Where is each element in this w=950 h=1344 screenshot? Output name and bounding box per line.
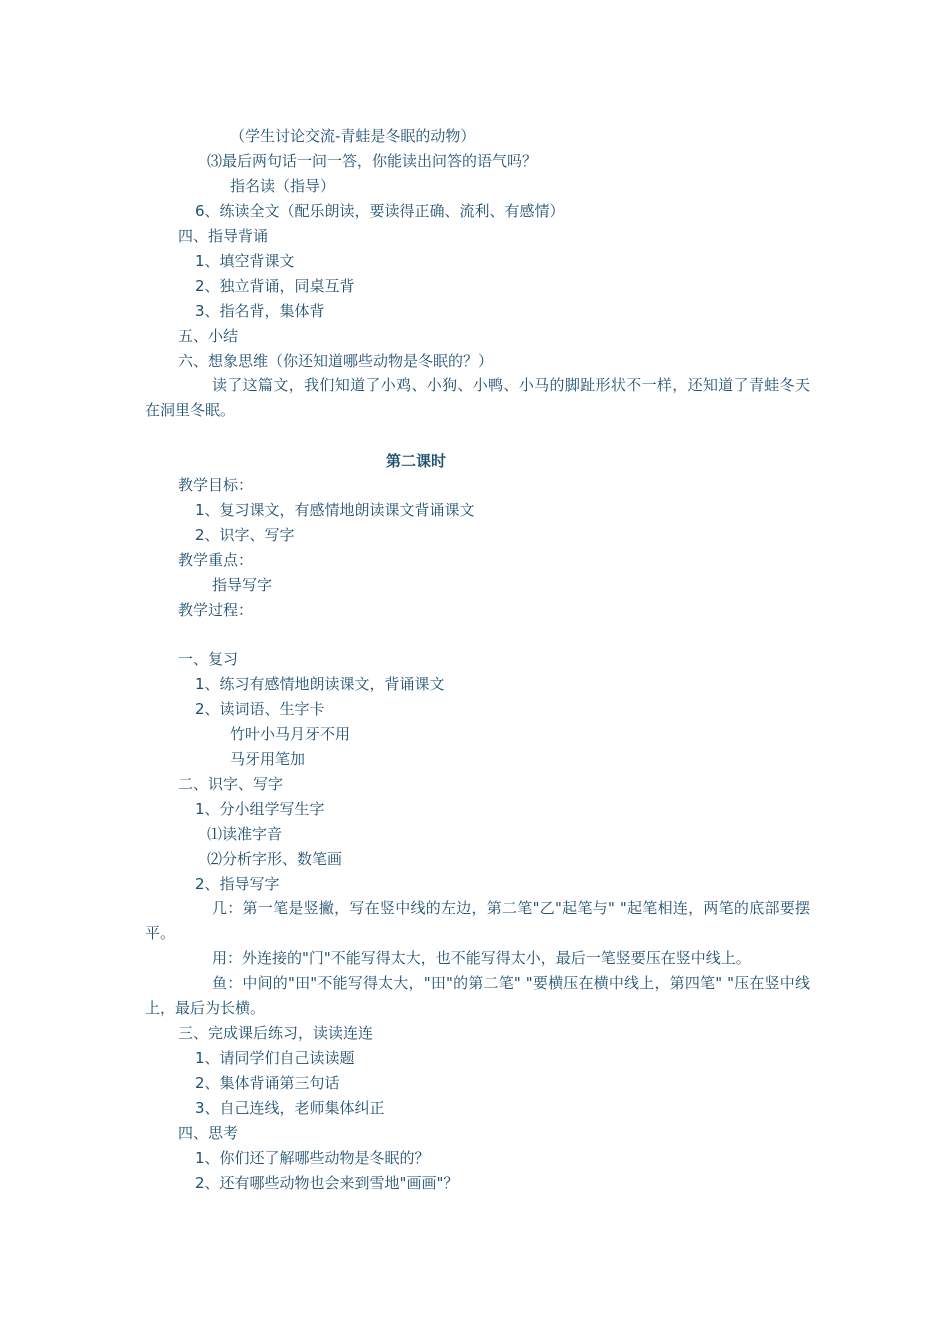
lesson-heading: 第二课时 bbox=[385, 452, 446, 470]
list-item: 3、自己连线，老师集体纠正 bbox=[195, 1099, 385, 1117]
word-list: 马牙用笔加 bbox=[230, 750, 306, 768]
word-list: 竹叶小马月牙不用 bbox=[230, 725, 351, 743]
read-guidance-line: 指名读（指导） bbox=[230, 177, 336, 195]
list-item: 1、你们还了解哪些动物是冬眠的？ bbox=[195, 1149, 430, 1167]
list-item: 1、请同学们自己读读题 bbox=[195, 1049, 355, 1067]
focus-label: 教学重点： bbox=[178, 551, 254, 569]
sub-item: ⑴读准字音 bbox=[207, 825, 283, 843]
goals-label: 教学目标： bbox=[178, 476, 254, 494]
section-4-heading: 四、指导背诵 bbox=[178, 227, 269, 245]
section-3-heading: 三、完成课后练习，读读连连 bbox=[178, 1024, 374, 1042]
list-item: 2、识字、写字 bbox=[195, 526, 295, 544]
list-item: 1、练习有感情地朗读课文，背诵课文 bbox=[195, 675, 445, 693]
list-item: 2、独立背诵，同桌互背 bbox=[195, 277, 355, 295]
section-1-heading: 一、复习 bbox=[178, 650, 239, 668]
process-label: 教学过程： bbox=[178, 601, 254, 619]
list-item: 2、还有哪些动物也会来到雪地"画画"？ bbox=[195, 1174, 459, 1192]
list-item: 1、填空背课文 bbox=[195, 252, 295, 270]
step-3-line: ⑶最后两句话一问一答，你能读出问答的语气吗？ bbox=[207, 152, 538, 170]
section-2-heading: 二、识字、写字 bbox=[178, 775, 284, 793]
list-item: 2、指导写字 bbox=[195, 875, 280, 893]
list-item: 3、指名背，集体背 bbox=[195, 302, 325, 320]
section-5-heading: 五、小结 bbox=[178, 327, 239, 345]
list-item: 2、读词语、生字卡 bbox=[195, 700, 325, 718]
char-yong-paragraph: 用：外连接的"门"不能写得太大，也不能写得太小，最后一笔竖要压在竖中线上。 bbox=[212, 949, 751, 967]
step-6-line: 6、练读全文（配乐朗读，要读得正确、流利、有感情） bbox=[195, 202, 565, 220]
section-6-heading: 六、想象思维（你还知道哪些动物是冬眠的？） bbox=[178, 352, 494, 370]
char-yu-paragraph: 鱼：中间的"田"不能写得太大，"田"的第二笔" "要横压在横中线上，第四笔" "压在竖中线上，最后为长横。 bbox=[145, 974, 810, 1017]
discussion-note: （学生讨论交流-青蛙是冬眠的动物） bbox=[230, 127, 476, 145]
list-item: 1、复习课文，有感情地朗读课文背诵课文 bbox=[195, 501, 475, 519]
list-item: 1、分小组学写生字 bbox=[195, 800, 325, 818]
sub-item: ⑵分析字形、数笔画 bbox=[207, 850, 343, 868]
focus-text: 指导写字 bbox=[212, 576, 273, 594]
section-4b-heading: 四、思考 bbox=[178, 1124, 239, 1142]
list-item: 2、集体背诵第三句话 bbox=[195, 1074, 340, 1092]
summary-paragraph: 读了这篇文，我们知道了小鸡、小狗、小鸭、小马的脚趾形状不一样，还知道了青蛙冬天在洞里冬眠。 bbox=[145, 376, 810, 419]
char-ji-paragraph: 几：第一笔是竖撇，写在竖中线的左边，第二笔"乙"起笔与" "起笔相连，两笔的底部要摆平。 bbox=[145, 899, 810, 942]
